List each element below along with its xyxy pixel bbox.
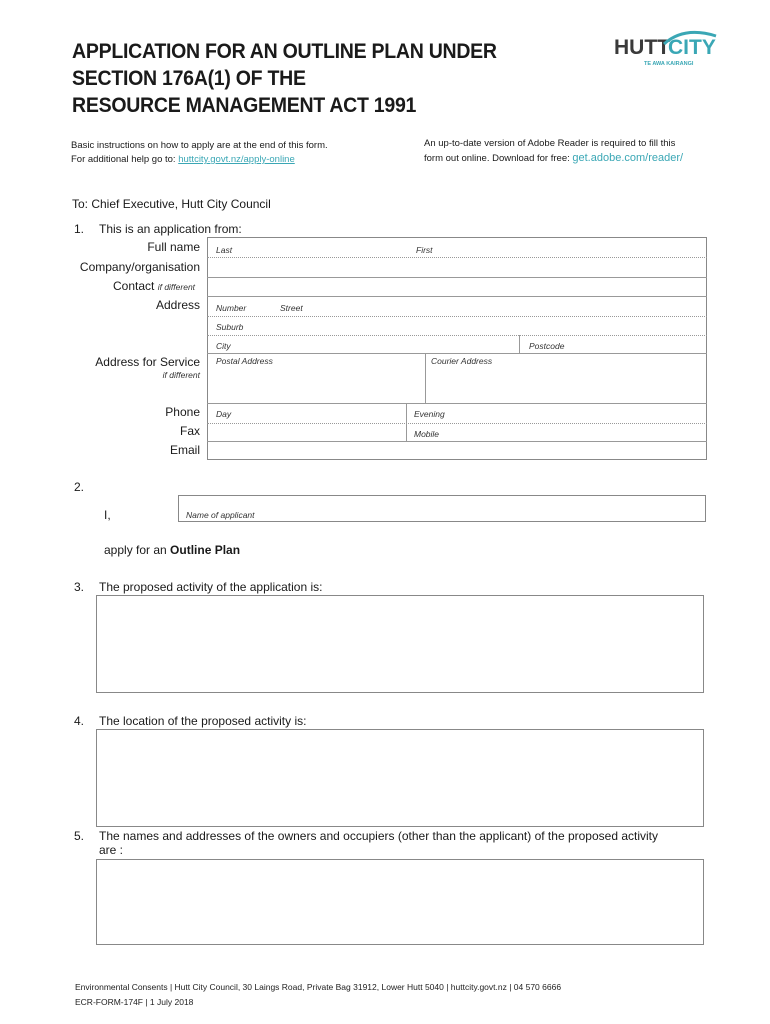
section5-text-line2: are : — [99, 843, 124, 857]
hutt-city-logo — [614, 30, 718, 70]
phone-day-input[interactable] — [240, 406, 400, 421]
street-hint: Street — [280, 303, 303, 313]
name-of-applicant-hint: Name of applicant — [186, 510, 255, 520]
apply-prefix: apply for an — [104, 543, 171, 557]
footer-form-id: ECR-FORM-174F | 1 July 2018 — [75, 997, 194, 1007]
outline-plan-bold: Outline Plan — [170, 543, 241, 557]
suburb-input[interactable] — [250, 319, 702, 334]
fax-label: Fax — [179, 424, 200, 438]
title-line-3: RESOURCE MANAGEMENT ACT 1991 — [72, 94, 417, 117]
intro-right-line2 — [424, 151, 683, 166]
divider — [207, 296, 707, 297]
title-line-1: APPLICATION FOR AN OUTLINE PLAN UNDER — [72, 40, 497, 63]
intro-left-prefix: For additional help go to: — [71, 154, 179, 165]
company-label: Company/organisation — [79, 260, 200, 274]
contact-if-different: if different — [157, 282, 196, 292]
title-line-2: SECTION 176A(1) OF THE — [72, 67, 306, 90]
intro-right — [424, 137, 683, 166]
city-hint: City — [216, 341, 231, 351]
address-service-label: Address for Service — [95, 355, 200, 369]
last-name-input[interactable] — [240, 243, 410, 257]
section2-number: 2. — [74, 480, 85, 494]
postal-address-input[interactable] — [212, 370, 420, 400]
phone-evening-input[interactable] — [455, 406, 702, 421]
address-service-if-different: if different — [162, 370, 200, 380]
email-label: Email — [169, 443, 200, 457]
courier-address-input[interactable] — [430, 370, 702, 400]
divider — [425, 353, 426, 403]
postcode-input[interactable] — [575, 338, 702, 352]
address-label: Address — [155, 298, 200, 312]
contact-text: Contact — [113, 279, 155, 293]
divider — [207, 403, 707, 404]
section3-text: The proposed activity of the application is: — [99, 580, 323, 594]
section5-text — [99, 829, 709, 857]
apply-for-text — [104, 543, 240, 557]
postal-address-hint: Postal Address — [216, 356, 273, 366]
mobile-input[interactable] — [455, 426, 702, 440]
apply-online-link[interactable]: huttcity.govt.nz/apply-online — [178, 154, 295, 165]
section4-number: 4. — [74, 714, 85, 728]
divider — [406, 403, 407, 441]
intro-right-prefix: form out online. Download for free: — [424, 153, 573, 164]
logo-graphic — [614, 30, 718, 70]
contact-label — [113, 279, 195, 293]
fax-input[interactable] — [212, 426, 402, 440]
logo-city-text: CITY — [668, 36, 716, 59]
section1-number: 1. — [74, 222, 85, 236]
to-line: To: Chief Executive, Hutt City Council — [72, 197, 271, 211]
section5-text-line1: The names and addresses of the owners and occupiers (other than the applicant) of the proposed activity — [99, 829, 658, 843]
contact-input[interactable] — [212, 280, 702, 295]
intro-left-line1: Basic instructions on how to apply are at the end of this form. — [71, 140, 328, 151]
divider — [207, 257, 707, 258]
divider — [207, 441, 707, 442]
intro-right-line1: An up-to-date version of Adobe Reader is required to fill this — [424, 138, 676, 149]
postcode-hint: Postcode — [529, 341, 565, 351]
first-hint: First — [416, 245, 433, 255]
section4-text: The location of the proposed activity is: — [99, 714, 307, 728]
divider — [207, 353, 707, 354]
activity-location-textarea[interactable] — [96, 729, 704, 827]
street-address-input[interactable] — [316, 300, 702, 315]
courier-address-hint: Courier Address — [431, 356, 493, 366]
day-hint: Day — [216, 409, 232, 419]
divider — [519, 335, 520, 353]
evening-hint: Evening — [414, 409, 445, 419]
divider — [207, 277, 707, 278]
company-input[interactable] — [212, 260, 702, 275]
full-name-label: Full name — [147, 240, 200, 254]
adobe-reader-link[interactable]: get.adobe.com/reader/ — [572, 152, 684, 164]
form-title — [72, 38, 497, 119]
section5-number: 5. — [74, 829, 85, 843]
number-hint: Number — [216, 303, 247, 313]
logo-tagline: TE AWA KAIRANGI — [644, 61, 694, 67]
email-input[interactable] — [212, 444, 702, 458]
divider — [207, 316, 707, 317]
owners-occupiers-textarea[interactable] — [96, 859, 704, 945]
city-input[interactable] — [240, 338, 515, 352]
divider — [207, 423, 707, 424]
mobile-hint: Mobile — [414, 429, 440, 439]
intro-left — [71, 139, 328, 167]
first-name-input[interactable] — [440, 243, 700, 257]
suburb-hint: Suburb — [216, 322, 244, 332]
proposed-activity-textarea[interactable] — [96, 595, 704, 693]
logo-hutt-text: HUTT — [614, 36, 670, 59]
section3-number: 3. — [74, 580, 85, 594]
divider — [207, 335, 707, 336]
section1-heading: This is an application from: — [99, 222, 242, 236]
intro-left-line2 — [71, 153, 328, 167]
footer-contact: Environmental Consents | Hutt City Council, 30 Laings Road, Private Bag 31912, Lower Hutt 5040 | huttcity.govt.nz | 04 570 6666 — [75, 982, 562, 992]
phone-label: Phone — [165, 405, 200, 419]
applicant-name-input[interactable] — [270, 499, 700, 517]
i-label: I, — [104, 508, 111, 522]
last-hint: Last — [216, 245, 233, 255]
